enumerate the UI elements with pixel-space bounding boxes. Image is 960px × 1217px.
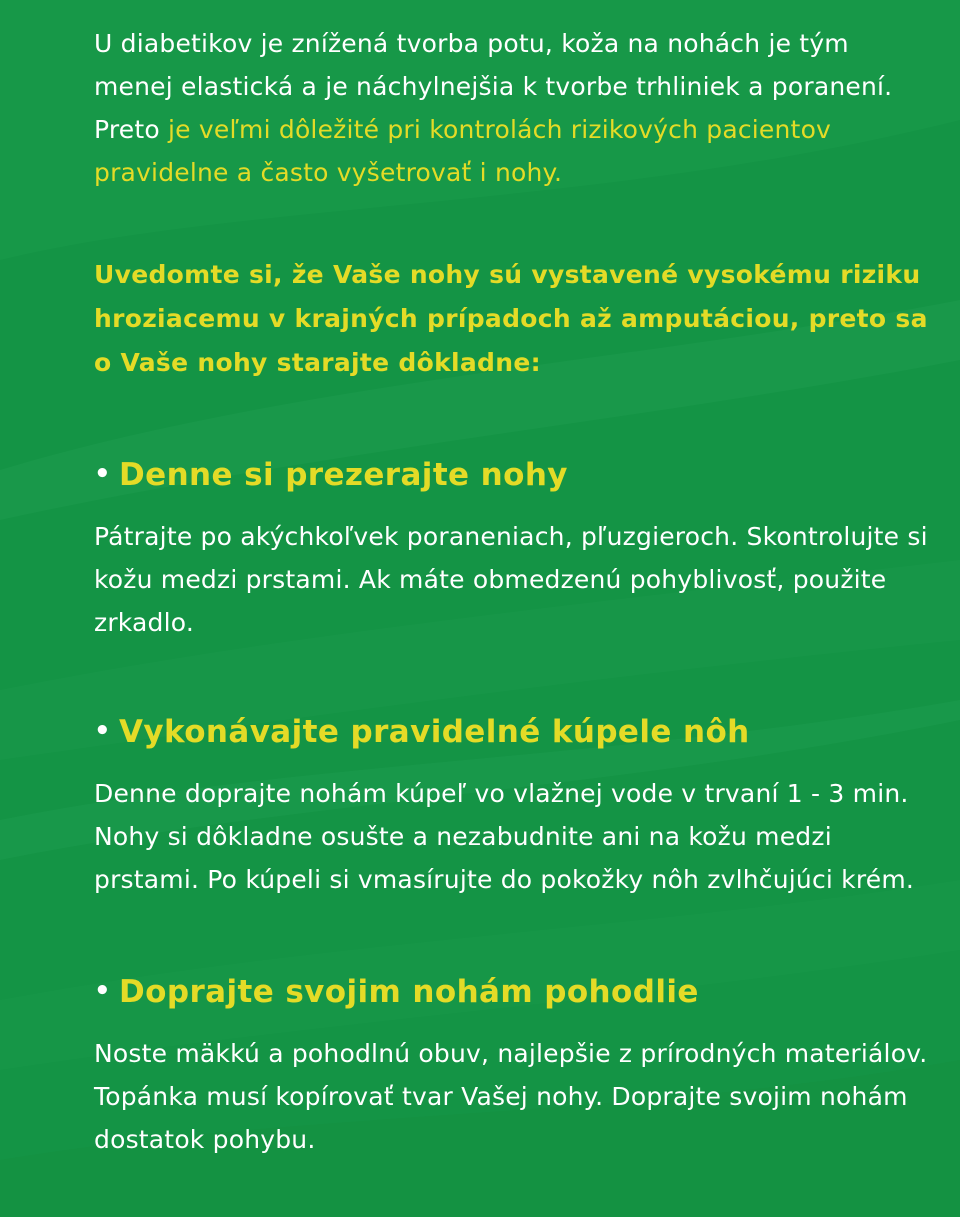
- section-heading-text: Vykonávajte pravidelné kúpele nôh: [119, 714, 750, 750]
- bullet-icon: •: [94, 459, 112, 489]
- section-heading: [94, 710, 934, 756]
- section-heading: [94, 970, 934, 1016]
- section-daily-check: [94, 453, 934, 644]
- section-text: Pátrajte po akýchkoľvek poraneniach, pľuzgieroch. Skontrolujte si kožu medzi prstami. Ak máte obmedzenú pohyblivosť, použite zrkadlo.: [94, 522, 928, 637]
- intro-highlight-text: je veľmi dôležité pri kontrolách rizikových pacientov pravidelne a často vyšetrovať i nohy.: [94, 115, 832, 187]
- section-heading: [94, 453, 934, 499]
- section-heading-text: Denne si prezerajte nohy: [119, 457, 568, 493]
- section-comfort: [94, 970, 934, 1161]
- intro-plain-text: U diabetikov je znížená tvorba potu, koža na nohách je tým menej elastická a je náchylnejšia k tvorbe trhliniek a poranení. Preto: [94, 29, 893, 144]
- section-text: Noste mäkkú a pohodlnú obuv, najlepšie z prírodných materiálov. Topánka musí kopírovať tvar Vašej nohy. Doprajte svojim nohám dostatok pohybu.: [94, 1039, 928, 1154]
- section-heading-text: Doprajte svojim nohám pohodlie: [119, 974, 699, 1010]
- intro-paragraph: [94, 22, 934, 194]
- bullet-icon: •: [94, 976, 112, 1006]
- bullet-icon: •: [94, 716, 112, 746]
- section-text: Denne doprajte nohám kúpeľ vo vlažnej vode v trvaní 1 - 3 min. Nohy si dôkladne osušte a nezabudnite ani na kožu medzi prstami. Po kúpeli si vmasírujte do pokožky nôh zvlhčujúci krém.: [94, 779, 915, 894]
- leaflet-content: [94, 22, 934, 1161]
- warning-paragraph: Uvedomte si, že Vaše nohy sú vystavené vysokému riziku hroziacemu v krajných prípadoch až amputáciou, preto sa o Vaše nohy starajte dôkladne:: [94, 260, 928, 377]
- section-foot-baths: [94, 710, 934, 901]
